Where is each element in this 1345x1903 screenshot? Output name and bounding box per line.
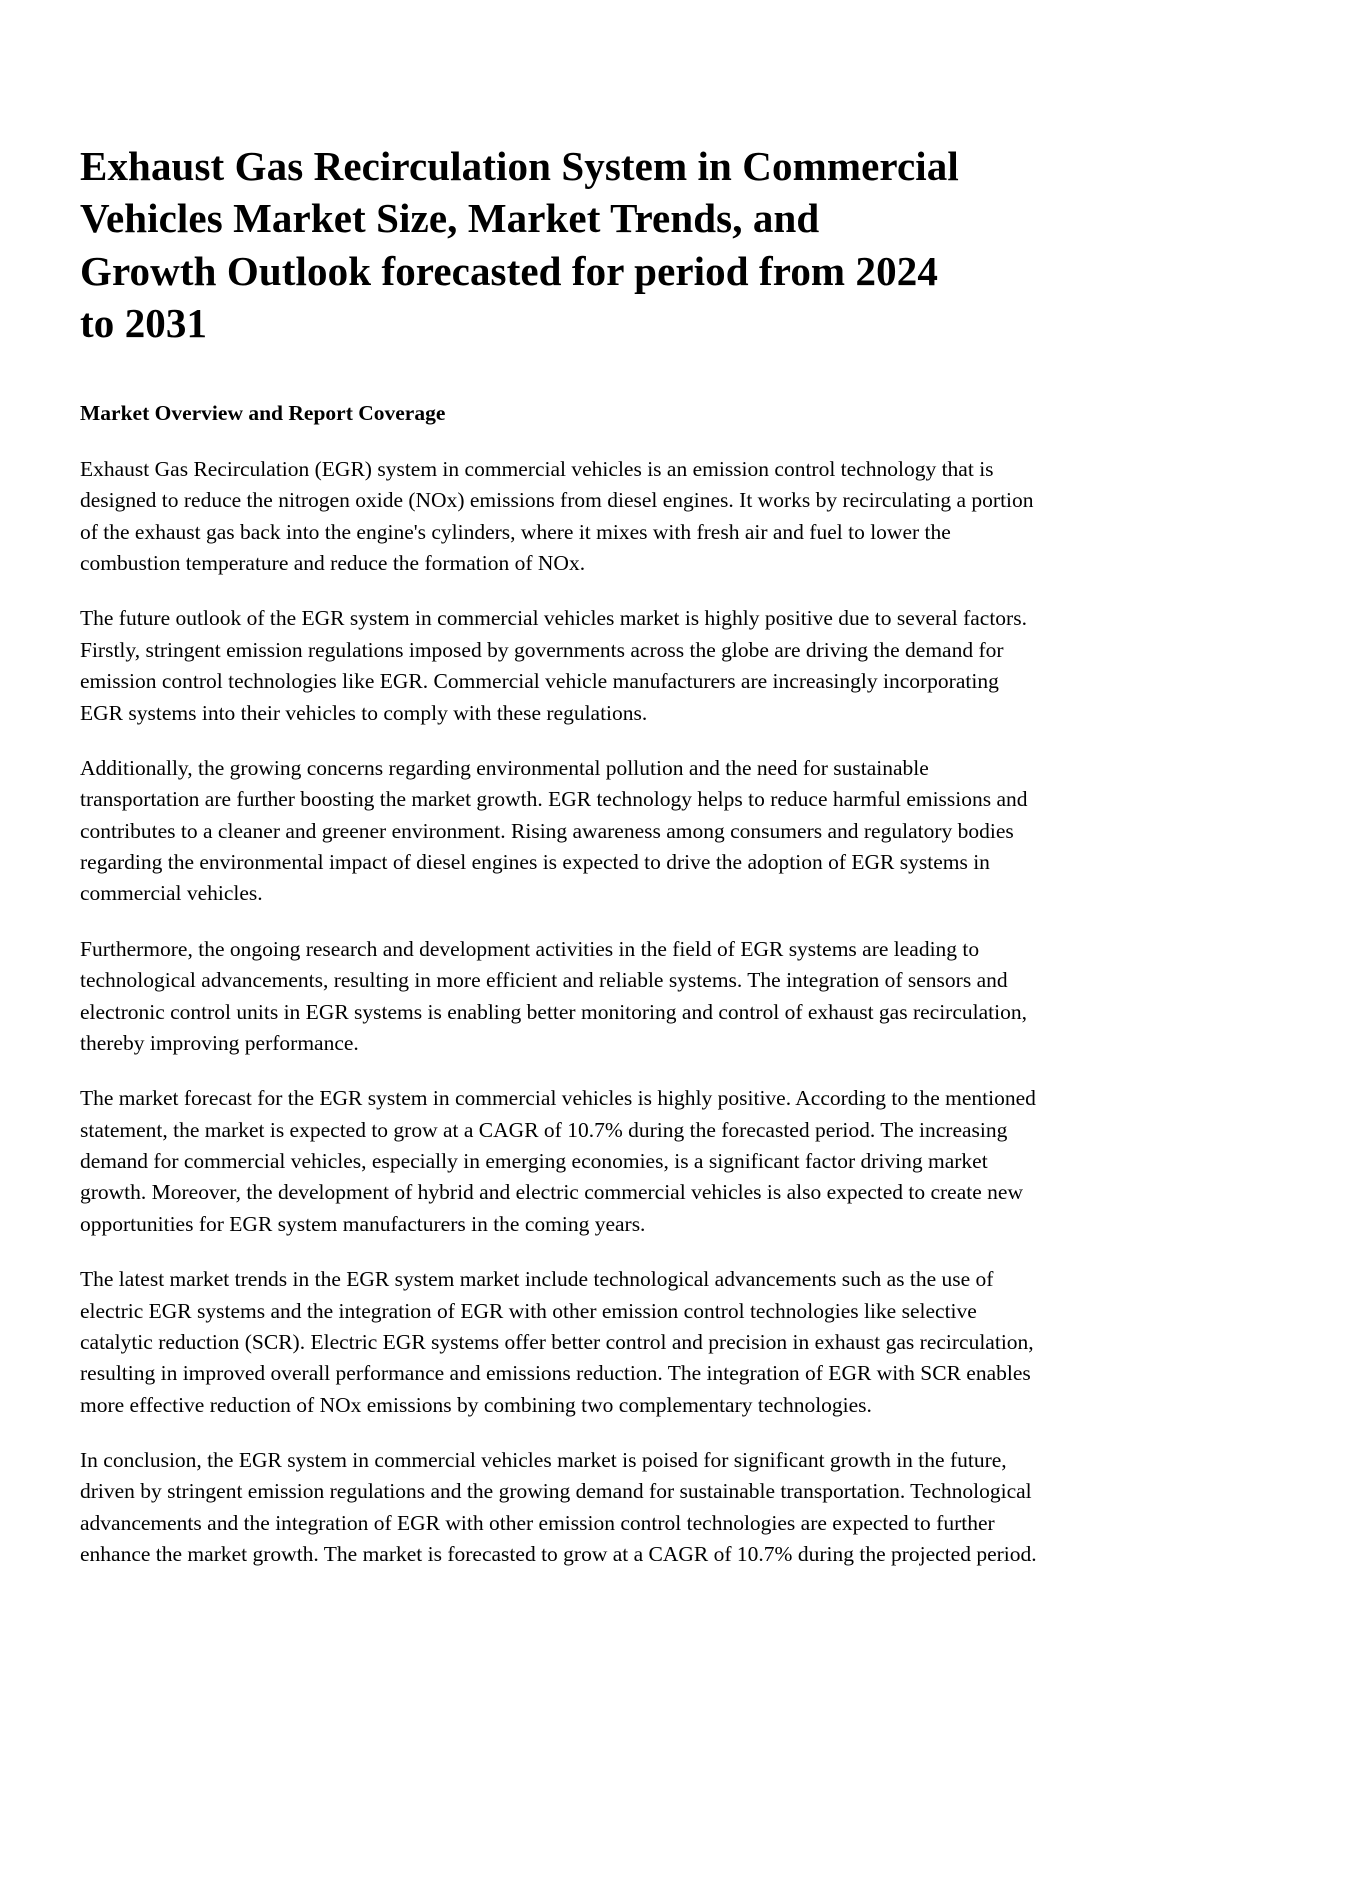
- paragraph-market-forecast: The market forecast for the EGR system in commercial vehicles is highly positive. According to the mentioned statement, the market is expected to grow at a CAGR of 10.7% during the forecasted period. The increasing demand for commercial vehicles, especially in emerging economies, is a significant factor driving market growth. Moreover, the development of hybrid and electric commercial vehicles is also expected to create new opportunities for EGR system manufacturers in the coming years.: [80, 1086, 1036, 1236]
- paragraph-conclusion: In conclusion, the EGR system in commercial vehicles market is poised for significant growth in the future, driven by stringent emission regulations and the growing demand for sustainable transportation. Technological advancements and the integration of EGR with other emission control technologies are expected to further enhance the market growth. The market is forecasted to grow at a CAGR of 10.7% during the projected period.: [80, 1448, 1037, 1567]
- document-content: [80, 140, 1038, 1571]
- paragraph-research-development: Furthermore, the ongoing research and development activities in the field of EGR systems are leading to technological advancements, resulting in more efficient and reliable systems. The integration of sensors and electronic control units in EGR systems is enabling better monitoring and control of exhaust gas recirculation, thereby improving performance.: [80, 936, 1027, 1055]
- section-heading-market-overview: Market Overview and Report Coverage: [80, 400, 446, 425]
- paragraph-environmental-concerns: Additionally, the growing concerns regarding environmental pollution and the need for sustainable transportation are further boosting the market growth. EGR technology helps to reduce harmful emissions and contributes to a cleaner and greener environment. Rising awareness among consumers and regulatory bodies regarding the environmental impact of diesel engines is expected to drive the adoption of EGR systems in commercial vehicles.: [80, 755, 1028, 906]
- paragraph-market-trends: The latest market trends in the EGR system market include technological advancements such as the use of electric EGR systems and the integration of EGR with other emission control technologies like selective catalytic reduction (SCR). Electric EGR systems offer better control and precision in exhaust gas recirculation, resulting in improved overall performance and emissions reduction. The integration of EGR with SCR enables more effective reduction of NOx emissions by combining two complementary technologies.: [80, 1267, 1034, 1417]
- paragraph-future-outlook: The future outlook of the EGR system in commercial vehicles market is highly positive due to several factors. Firstly, stringent emission regulations imposed by governments across the globe are driving the demand for emission control technologies like EGR. Commercial vehicle manufacturers are increasingly incorporating EGR systems into their vehicles to comply with these regulations.: [80, 606, 1027, 725]
- page-title: Exhaust Gas Recirculation System in Commercial Vehicles Market Size, Market Trends, and Growth Outlook forecasted for period from 2024 to 2031: [80, 143, 959, 347]
- paragraph-definition: Exhaust Gas Recirculation (EGR) system in commercial vehicles is an emission control technology that is designed to reduce the nitrogen oxide (NOx) emissions from diesel engines. It works by recirculating a portion of the exhaust gas back into the engine's cylinders, where it mixes with fresh air and fuel to lower the combustion temperature and reduce the formation of NOx.: [80, 456, 1034, 576]
